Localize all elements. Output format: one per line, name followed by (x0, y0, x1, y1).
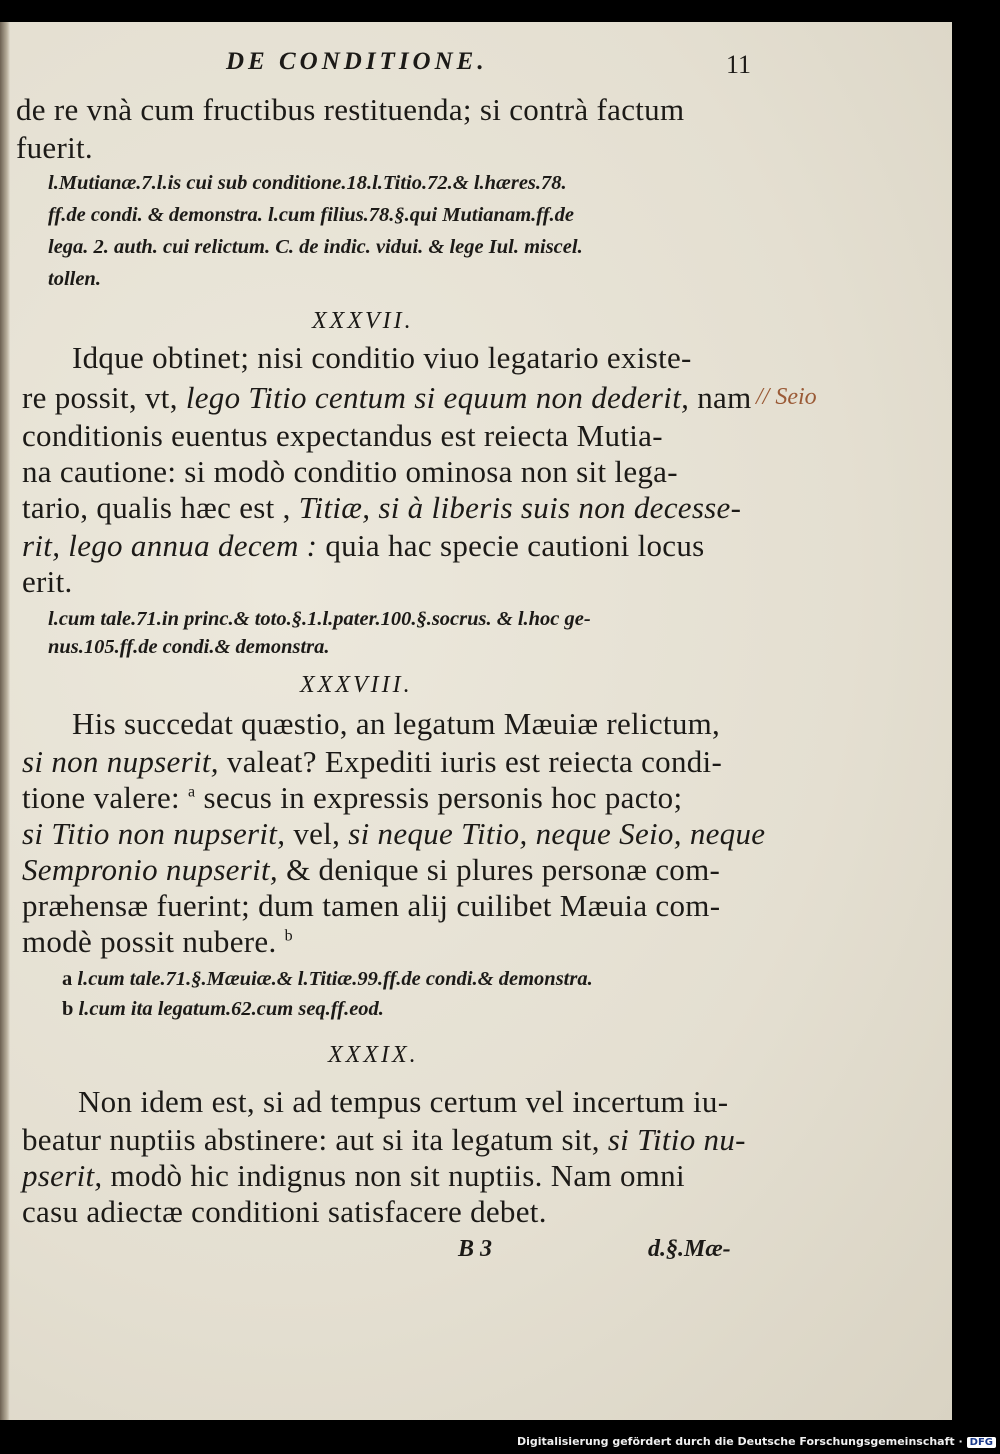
text-line: de re vnà cum fructibus restituenda; si contrà factum (16, 92, 685, 127)
legal-note: tollen. (48, 268, 101, 290)
text-segment: valeat? Expediti iuris est reiecta condi- (226, 744, 723, 779)
italic-segment: si Titio nu- (607, 1122, 746, 1157)
signature-mark: B 3 (458, 1236, 493, 1262)
text-segment: tario, qualis hæc est , (22, 490, 291, 525)
section-heading: XXXVIII. (300, 672, 413, 698)
digitization-credit: Digitalisierung gefördert durch die Deutsche Forschungsgemeinschaft · DFG (517, 1435, 996, 1448)
legal-note: nus.105.ff.de condi.& demonstra. (48, 636, 330, 658)
section-heading: XXXVII. (312, 308, 414, 334)
legal-note: lega. 2. auth. cui relictum. C. de indic. vidui. & lege Iul. miscel. (48, 236, 583, 258)
text-line: præhensæ fuerint; dum tamen alij cuilibet Mæuia com- (22, 888, 721, 923)
running-title: DE CONDITIONE. (226, 48, 488, 75)
italic-segment: si Titio non nupserit, (22, 816, 286, 851)
text-segment: modò hic indignus non sit nuptiis. Nam omni (110, 1158, 685, 1193)
text-segment: quia hac specie cautioni locus (325, 528, 705, 563)
text-line: His succedat quæstio, an legatum Mæuiæ relictum, (72, 706, 721, 741)
italic-segment: rit, lego annua decem : (22, 528, 318, 563)
italic-segment: Sempronio nupserit, (22, 852, 278, 887)
handwritten-margin-note: // Seio (756, 384, 817, 410)
italic-segment: si neque Titio, neque Seio, neque (348, 816, 766, 851)
section-heading: XXXIX. (328, 1042, 419, 1068)
page-gutter (0, 22, 10, 1420)
text-line: conditionis euentus expectandus est reiecta Mutia- (22, 418, 663, 453)
text-line: Idque obtinet; nisi conditio viuo legatario existe- (72, 340, 692, 375)
dfg-logo: DFG (967, 1437, 996, 1448)
italic-segment: Titiæ, si à liberis suis non decesse- (298, 490, 742, 525)
text-segment: vel, (293, 816, 341, 851)
text-segment: nam (697, 380, 752, 415)
footnote-label: b (62, 998, 74, 1020)
text-segment: & denique si plures personæ com- (286, 852, 721, 887)
text-segment: modè possit nubere. (22, 924, 277, 959)
catchword: d.§.Mæ- (648, 1236, 731, 1262)
text-segment: beatur nuptiis abstinere: aut si ita legatum sit, (22, 1122, 600, 1157)
italic-segment: pserit, (22, 1158, 103, 1193)
legal-note: l.Mutianæ.7.l.is cui sub conditione.18.l.Titio.72.& l.hæres.78. (48, 172, 567, 194)
legal-note: ff.de condi. & demonstra. l.cum filius.78.§.qui Mutianam.ff.de (48, 204, 575, 226)
text-segment: re possit, vt, (22, 380, 178, 415)
text-segment: tione valere: (22, 780, 180, 815)
text-segment: secus in expressis personis hoc pacto; (203, 780, 683, 815)
text-line: erit. (22, 564, 73, 599)
footnote-label: a (62, 968, 73, 990)
footnote-marker: b (284, 927, 293, 945)
text-line: casu adiectæ conditioni satisfacere debet. (22, 1194, 547, 1229)
text-line: fuerit. (16, 130, 93, 165)
footnote: l.cum ita legatum.62.cum seq.ff.eod. (78, 998, 384, 1020)
italic-segment: lego Titio centum si equum non dederit, (185, 380, 690, 415)
text-line: Non idem est, si ad tempus certum vel incertum iu- (78, 1084, 729, 1119)
italic-segment: si non nupserit, (22, 744, 219, 779)
footnote: l.cum tale.71.§.Mæuiæ.& l.Titiæ.99.ff.de condi.& demonstra. (77, 968, 593, 990)
legal-note: l.cum tale.71.in princ.& toto.§.1.l.pater.100.§.socrus. & l.hoc ge- (48, 608, 591, 630)
text-line: na cautione: si modò conditio ominosa non sit lega- (22, 454, 678, 489)
page-number: 11 (726, 50, 752, 79)
footnote-marker: a (188, 783, 196, 801)
